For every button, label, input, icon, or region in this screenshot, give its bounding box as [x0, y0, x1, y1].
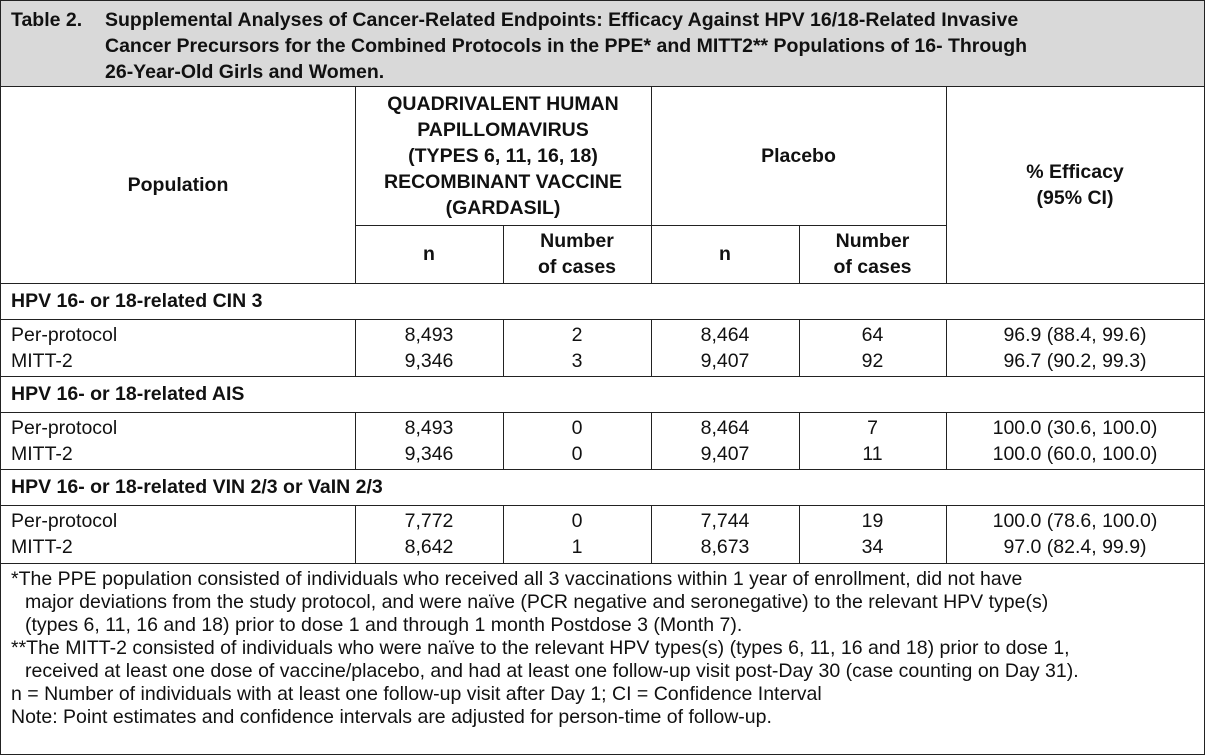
header-cases-line: of cases — [537, 256, 617, 278]
footnote-ppe-line: (types 6, 11, 16 and 18) prior to dose 1 and through 1 month Postdose 3 (Month 7). — [25, 614, 743, 636]
footnote-ppe-line: major deviations from the study protocol, and were naïve (PCR negative and seronegative) to the relevant HPV type(s) — [25, 591, 1049, 613]
placebo-cases: 92 — [861, 350, 884, 372]
divider — [1, 319, 1204, 320]
footnote-n-definition: n = Number of individuals with at least one follow-up visit after Day 1; CI = Confidence Interval — [11, 683, 822, 705]
row-label: Per-protocol — [11, 510, 118, 532]
placebo-n: 8,464 — [700, 324, 750, 346]
section-title: HPV 16- or 18-related AIS — [11, 383, 245, 405]
vaccine-cases: 0 — [571, 510, 583, 532]
vaccine-cases: 3 — [571, 350, 583, 372]
vaccine-n: 8,642 — [404, 536, 454, 558]
divider — [503, 225, 504, 283]
efficacy-value: 100.0 (78.6, 100.0) — [992, 510, 1158, 532]
placebo-cases: 34 — [861, 536, 884, 558]
header-placebo-n — [651, 225, 799, 283]
footnote-mitt-line: **The MITT-2 consisted of individuals who were naïve to the relevant HPV types(s) (types 6, 11, 16 and 18) prior to dose 1, — [11, 637, 1070, 659]
divider — [355, 87, 356, 283]
divider — [799, 225, 800, 283]
section-title: HPV 16- or 18-related VIN 2/3 or VaIN 2/3 — [11, 476, 383, 498]
divider — [1, 283, 1204, 284]
placebo-n: 9,407 — [700, 350, 750, 372]
efficacy-value: 100.0 (30.6, 100.0) — [992, 417, 1158, 439]
header-vaccine-line: RECOMBINANT VACCINE — [384, 171, 622, 193]
row-label: Per-protocol — [11, 324, 118, 346]
vaccine-cases: 0 — [571, 417, 583, 439]
header-cases-line: Number — [540, 230, 614, 252]
footnote-note: Note: Point estimates and confidence intervals are adjusted for person-time of follow-up. — [11, 706, 772, 728]
header-cases-line: Number — [835, 230, 910, 252]
header-efficacy — [946, 87, 1204, 283]
header-population-label: Population — [127, 174, 229, 196]
header-population — [1, 87, 355, 283]
section-title: HPV 16- or 18-related CIN 3 — [11, 290, 263, 312]
vaccine-cases: 0 — [571, 443, 583, 465]
placebo-cases: 64 — [861, 324, 884, 346]
row-label: MITT-2 — [11, 536, 73, 558]
divider — [1, 469, 1204, 470]
divider — [1, 412, 1204, 413]
placebo-n: 7,744 — [700, 510, 750, 532]
table-title-text — [105, 7, 1185, 85]
header-placebo-label: Placebo — [761, 145, 836, 167]
footnote-mitt-line: received at least one dose of vaccine/placebo, and had at least one follow-up visit post-Day 30 (case counting on Day 31). — [25, 660, 1079, 682]
row-label: MITT-2 — [11, 443, 73, 465]
table-title — [1, 1, 1204, 87]
divider — [1, 376, 1204, 377]
row-label: MITT-2 — [11, 350, 73, 372]
header-vaccine — [355, 87, 651, 225]
divider — [946, 87, 947, 283]
title-line: 26-Year-Old Girls and Women. — [105, 61, 385, 83]
header-vaccine-n — [355, 225, 503, 283]
footnotes — [11, 568, 1196, 729]
divider — [355, 225, 946, 226]
header-n-label: n — [423, 243, 435, 265]
header-vaccine-line: (TYPES 6, 11, 16, 18) — [408, 145, 598, 167]
placebo-cases: 19 — [861, 510, 884, 532]
header-placebo-cases — [799, 225, 946, 283]
placebo-cases: 11 — [862, 443, 883, 465]
header-vaccine-cases — [503, 225, 651, 283]
vaccine-n: 9,346 — [404, 350, 454, 372]
vaccine-n: 7,772 — [404, 510, 454, 532]
header-efficacy-line: % Efficacy — [1026, 161, 1124, 183]
header-placebo — [651, 87, 946, 225]
vaccine-cases: 1 — [571, 536, 583, 558]
efficacy-value: 97.0 (82.4, 99.9) — [1003, 536, 1147, 558]
efficacy-value: 100.0 (60.0, 100.0) — [992, 443, 1158, 465]
header-n-label: n — [719, 243, 731, 265]
vaccine-n: 9,346 — [404, 443, 454, 465]
vaccine-n: 8,493 — [404, 324, 454, 346]
efficacy-value: 96.9 (88.4, 99.6) — [1003, 324, 1147, 346]
table-number: Table 2. — [11, 9, 83, 31]
divider — [1, 505, 1204, 506]
vaccine-cases: 2 — [571, 324, 583, 346]
header-efficacy-line: (95% CI) — [1036, 187, 1114, 209]
placebo-cases: 7 — [867, 417, 878, 439]
placebo-n: 9,407 — [700, 443, 750, 465]
vaccine-n: 8,493 — [404, 417, 454, 439]
header-cases-line: of cases — [833, 256, 912, 278]
efficacy-value: 96.7 (90.2, 99.3) — [1003, 350, 1147, 372]
title-line: Supplemental Analyses of Cancer-Related Endpoints: Efficacy Against HPV 16/18-Related Invasive — [105, 9, 1019, 31]
footnote-ppe-line: *The PPE population consisted of individuals who received all 3 vaccinations within 1 year of enrollment, did not have — [11, 568, 1023, 590]
placebo-n: 8,464 — [700, 417, 750, 439]
divider — [651, 87, 652, 283]
title-line: Cancer Precursors for the Combined Protocols in the PPE* and MITT2** Populations of 16- Through — [105, 35, 1028, 57]
header-vaccine-line: PAPILLOMAVIRUS — [417, 119, 589, 141]
header-vaccine-line: (GARDASIL) — [445, 197, 561, 219]
divider — [1, 563, 1204, 564]
header-vaccine-line: QUADRIVALENT HUMAN — [387, 93, 619, 115]
placebo-n: 8,673 — [700, 536, 750, 558]
row-label: Per-protocol — [11, 417, 118, 439]
